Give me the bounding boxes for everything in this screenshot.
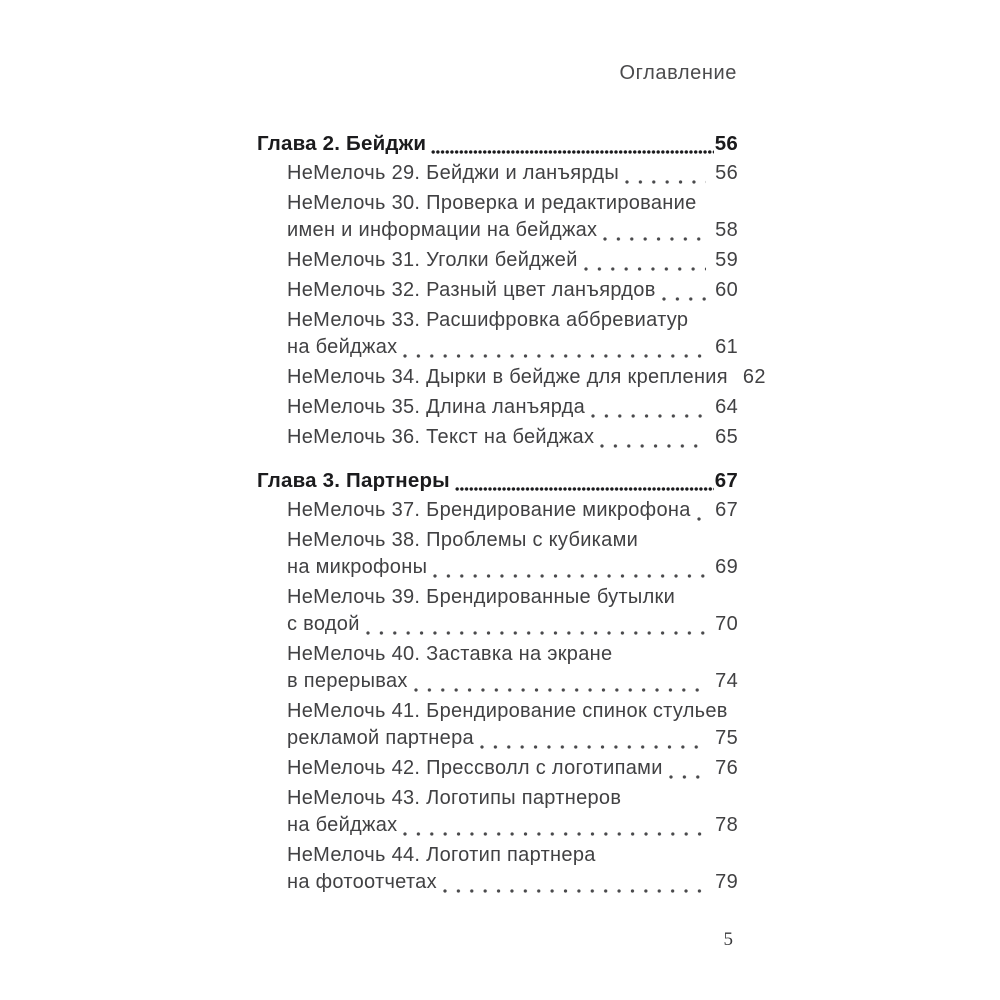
entry-text: на бейджах bbox=[287, 814, 398, 836]
toc-entry-line bbox=[257, 307, 738, 334]
entry-text: НеМелочь 32. Разный цвет ланъярдов bbox=[287, 279, 656, 301]
entry-page-number: 58 bbox=[715, 219, 738, 241]
entry-text: НеМелочь 44. Логотип партнера bbox=[287, 844, 596, 866]
entry-page-number: 61 bbox=[715, 336, 738, 358]
entry-text: НеМелочь 29. Бейджи и ланъярды bbox=[287, 162, 620, 184]
toc-entry bbox=[257, 842, 738, 896]
toc-entry bbox=[257, 364, 766, 391]
toc-entry-line bbox=[257, 812, 738, 839]
entry-text: в перерывах bbox=[287, 670, 408, 692]
entry-dot-leader bbox=[403, 829, 706, 839]
toc-chapter-heading bbox=[257, 130, 738, 157]
toc-entry bbox=[257, 641, 738, 695]
entry-dot-leader bbox=[403, 351, 706, 361]
entry-text: на микрофоны bbox=[287, 556, 428, 578]
toc-entry bbox=[257, 527, 738, 581]
running-header: Оглавление bbox=[619, 62, 737, 84]
entry-text: НеМелочь 43. Логотипы партнеров bbox=[287, 787, 622, 809]
entry-text: на бейджах bbox=[287, 336, 398, 358]
entry-page-number: 78 bbox=[715, 814, 738, 836]
toc-entry-line bbox=[257, 160, 738, 187]
entry-dot-leader bbox=[584, 264, 706, 274]
page-number: 5 bbox=[723, 929, 733, 950]
toc-entry-line bbox=[257, 554, 738, 581]
toc-entry-line bbox=[257, 394, 738, 421]
toc-entry bbox=[257, 584, 738, 638]
toc-entry bbox=[257, 277, 738, 304]
toc-entry-line bbox=[257, 725, 738, 752]
toc-entry bbox=[257, 755, 738, 782]
entry-text: НеМелочь 34. Дырки в бейдже для крепления bbox=[287, 366, 728, 388]
toc-entry bbox=[257, 247, 738, 274]
entry-page-number: 70 bbox=[715, 613, 738, 635]
toc-entry bbox=[257, 190, 738, 244]
entry-text: НеМелочь 42. Прессволл с логотипами bbox=[287, 757, 663, 779]
entry-dot-leader bbox=[625, 177, 706, 187]
toc-entry-line bbox=[257, 755, 738, 782]
entry-text: с водой bbox=[287, 613, 360, 635]
entry-page-number: 69 bbox=[715, 556, 738, 578]
entry-dot-leader bbox=[662, 294, 707, 304]
toc-entry bbox=[257, 160, 738, 187]
chapter-dot-leader bbox=[455, 484, 714, 494]
toc-entry-line bbox=[257, 247, 738, 274]
toc-chapter bbox=[257, 130, 766, 451]
table-of-contents bbox=[257, 130, 766, 896]
entry-text: НеМелочь 31. Уголки бейджей bbox=[287, 249, 578, 271]
entry-dot-leader bbox=[600, 441, 706, 451]
entry-text: НеМелочь 41. Брендирование спинок стульев bbox=[287, 700, 728, 722]
entry-dot-leader bbox=[603, 234, 706, 244]
toc-entry bbox=[257, 394, 738, 421]
entry-dot-leader bbox=[591, 411, 706, 421]
entry-text: НеМелочь 33. Расшифровка аббревиатур bbox=[287, 309, 689, 331]
entry-text: НеМелочь 30. Проверка и редактирование bbox=[287, 192, 697, 214]
entry-page-number: 74 bbox=[715, 670, 738, 692]
entry-text: НеМелочь 38. Проблемы с кубиками bbox=[287, 529, 639, 551]
entry-page-number: 76 bbox=[715, 757, 738, 779]
toc-entry bbox=[257, 307, 738, 361]
entry-dot-leader bbox=[366, 628, 706, 638]
entry-text: на фотоотчетах bbox=[287, 871, 437, 893]
toc-entry-line bbox=[257, 364, 766, 391]
entry-text: рекламой партнера bbox=[287, 727, 474, 749]
toc-entry-line bbox=[257, 584, 738, 611]
entry-page-number: 64 bbox=[715, 396, 738, 418]
toc-entry-line bbox=[257, 785, 738, 812]
entry-dot-leader bbox=[480, 742, 706, 752]
toc-entry-line bbox=[257, 424, 738, 451]
toc-entry-line bbox=[257, 641, 738, 668]
entry-text: НеМелочь 39. Брендированные бутылки bbox=[287, 586, 676, 608]
entry-text: НеМелочь 36. Текст на бейджах bbox=[287, 426, 595, 448]
entry-dot-leader bbox=[669, 772, 706, 782]
toc-entry-line bbox=[257, 668, 738, 695]
chapter-page-number: 67 bbox=[714, 469, 738, 492]
entry-page-number: 59 bbox=[715, 249, 738, 271]
entry-page-number: 56 bbox=[715, 162, 738, 184]
chapter-title: Глава 2. Бейджи bbox=[257, 132, 427, 155]
entry-page-number: 65 bbox=[715, 426, 738, 448]
toc-entry-line bbox=[257, 611, 738, 638]
entry-text: НеМелочь 35. Длина ланъярда bbox=[287, 396, 586, 418]
chapter-title: Глава 3. Партнеры bbox=[257, 469, 450, 492]
chapter-dot-leader bbox=[431, 147, 714, 157]
entry-text: НеМелочь 37. Брендирование микрофона bbox=[287, 499, 691, 521]
chapter-page-number: 56 bbox=[714, 132, 738, 155]
toc-entry-line bbox=[257, 277, 738, 304]
entry-page-number: 60 bbox=[715, 279, 738, 301]
toc-chapter bbox=[257, 467, 738, 896]
entry-page-number: 62 bbox=[742, 366, 766, 388]
toc-entry-line bbox=[257, 527, 738, 554]
toc-entry-line bbox=[257, 698, 738, 725]
toc-entry-line bbox=[257, 869, 738, 896]
toc-entry-line bbox=[257, 190, 738, 217]
toc-entry bbox=[257, 698, 738, 752]
entry-dot-leader bbox=[443, 886, 706, 896]
entry-page-number: 79 bbox=[715, 871, 738, 893]
toc-entry bbox=[257, 785, 738, 839]
toc-entry bbox=[257, 424, 738, 451]
entry-dot-leader bbox=[414, 685, 706, 695]
entry-dot-leader bbox=[433, 571, 706, 581]
entry-dot-leader bbox=[697, 514, 707, 524]
toc-entry-line bbox=[257, 334, 738, 361]
toc-entry-line bbox=[257, 217, 738, 244]
entry-text: НеМелочь 40. Заставка на экране bbox=[287, 643, 613, 665]
toc-entry bbox=[257, 497, 738, 524]
toc-chapter-heading bbox=[257, 467, 738, 494]
entry-page-number: 75 bbox=[715, 727, 738, 749]
entry-page-number: 67 bbox=[715, 499, 738, 521]
toc-entry-line bbox=[257, 497, 738, 524]
toc-entry-line bbox=[257, 842, 738, 869]
entry-text: имен и информации на бейджах bbox=[287, 219, 598, 241]
